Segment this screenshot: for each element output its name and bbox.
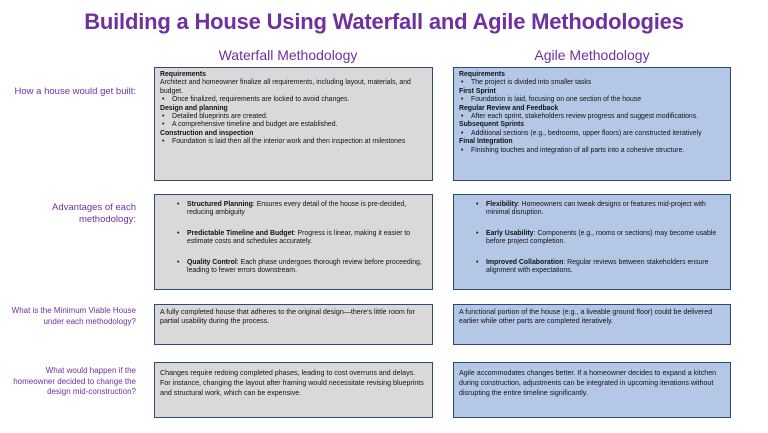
wf-how-bullet: • A comprehensive timeline and budget are established. xyxy=(160,121,427,129)
wf-advantage-item xyxy=(175,259,427,276)
ag-mvh-text: A functional portion of the house (e.g., a liveable ground floor) could be delivered earlier while other parts are completed iteratively. xyxy=(459,308,713,325)
ag-how-heading-subsequent: Subsequent Sprints xyxy=(459,121,525,129)
ag-how-bullet: • Additional sections (e.g., bedrooms, upper floors) are constructed iteratively xyxy=(459,130,725,138)
wf-advantage-title: Predictable Timeline and Budget xyxy=(187,229,294,237)
wf-how-bullet: • Detailed blueprints are created. xyxy=(160,113,427,121)
waterfall-changes-box xyxy=(154,362,433,418)
waterfall-advantages-box xyxy=(154,194,433,290)
ag-how-heading-first-sprint: First Sprint xyxy=(459,87,496,95)
row-label-advantages: Advantages of each methodology: xyxy=(52,202,136,225)
ag-how-heading-final: Final Integration xyxy=(459,138,513,146)
agile-how-box xyxy=(453,67,731,181)
ag-advantage-item xyxy=(474,259,725,276)
ag-how-bullet: • Foundation is laid, focusing on one section of the house xyxy=(459,96,725,104)
ag-how-heading-review: Regular Review and Feedback xyxy=(459,104,559,112)
ag-changes-text: Agile accommodates changes better. If a homeowner decides to expand a kitchen during construction, adjustments can be integrated in upcoming iterations without disrupting the entire timeline significantly. xyxy=(459,369,717,397)
wf-advantage-title: Structured Planning xyxy=(187,201,253,208)
row-label-changes: What would happen if the homeowner decided to change the design mid-construction? xyxy=(13,366,136,396)
ag-advantage-text: : Homeowners can tweak designs or features mid-project with minimal disruption. xyxy=(486,201,706,217)
column-header-agile: Agile Methodology xyxy=(534,47,650,63)
wf-how-bullet: • Once finalized, requirements are locked to avoid changes. xyxy=(160,96,427,104)
wf-how-heading-requirements: Requirements xyxy=(160,71,206,78)
ag-advantage-title: Flexibility xyxy=(486,201,518,208)
wf-how-heading-design: Design and planning xyxy=(160,104,228,112)
ag-advantage-item xyxy=(474,230,725,247)
ag-advantage-title: Early Usability xyxy=(486,229,534,237)
wf-mvh-text: A fully completed house that adheres to the original design—there’s little room for partial usability during the process. xyxy=(160,308,415,325)
wf-advantage-text: : Each phase undergoes thorough review before proceeding, leading to fewer errors downstream. xyxy=(187,258,422,275)
wf-advantage-item xyxy=(175,201,427,218)
ag-advantage-title: Improved Collaboration xyxy=(486,258,564,266)
agile-changes-box xyxy=(453,362,731,418)
wf-advantage-text: : Ensures every detail of the house is pre-decided, reducing ambiguity xyxy=(187,201,407,217)
wf-advantage-text: : Progress is linear, making it easier to estimate costs and schedules accurately. xyxy=(187,229,411,246)
wf-how-text: Architect and homeowner finalize all requirements, including layout, materials, and budget. xyxy=(160,79,411,95)
agile-mvh-box xyxy=(453,304,731,345)
page-title: Building a House Using Waterfall and Agile Methodologies xyxy=(84,9,684,34)
agile-advantages-box xyxy=(453,194,731,290)
ag-how-heading-requirements: Requirements xyxy=(459,71,505,78)
wf-changes-text: Changes require redoing completed phases, leading to cost overruns and delays. For instance, changing the layout after framing would necessitate revising blueprints and structural work, which can be expensive. xyxy=(160,369,424,397)
ag-advantage-text: : Components (e.g., rooms or sections) may become usable before project completion. xyxy=(486,229,717,246)
row-label-mvh: What is the Minimum Viable House under each methodology? xyxy=(11,306,136,326)
ag-how-bullet: • Finishing touches and integration of all parts into a cohesive structure. xyxy=(459,147,725,155)
row-label-how: How a house would get built: xyxy=(14,86,136,97)
ag-how-bullet: • The project is divided into smaller tasks xyxy=(459,79,725,87)
waterfall-how-box xyxy=(154,67,433,181)
ag-advantage-text: : Regular reviews between stakeholders ensure alignment with expectations. xyxy=(486,258,709,275)
column-header-waterfall: Waterfall Methodology xyxy=(218,47,358,63)
waterfall-mvh-box xyxy=(154,304,433,345)
wf-advantage-item xyxy=(175,230,427,247)
ag-advantage-item xyxy=(474,201,725,218)
wf-advantage-title: Quality Control xyxy=(187,258,237,266)
ag-how-bullet: • After each sprint, stakeholders review progress and suggest modifications. xyxy=(459,113,725,121)
wf-how-heading-construction: Construction and inspection xyxy=(160,129,254,137)
wf-how-bullet: • Foundation is laid then all the interior work and then inspection at milestones xyxy=(160,138,427,146)
